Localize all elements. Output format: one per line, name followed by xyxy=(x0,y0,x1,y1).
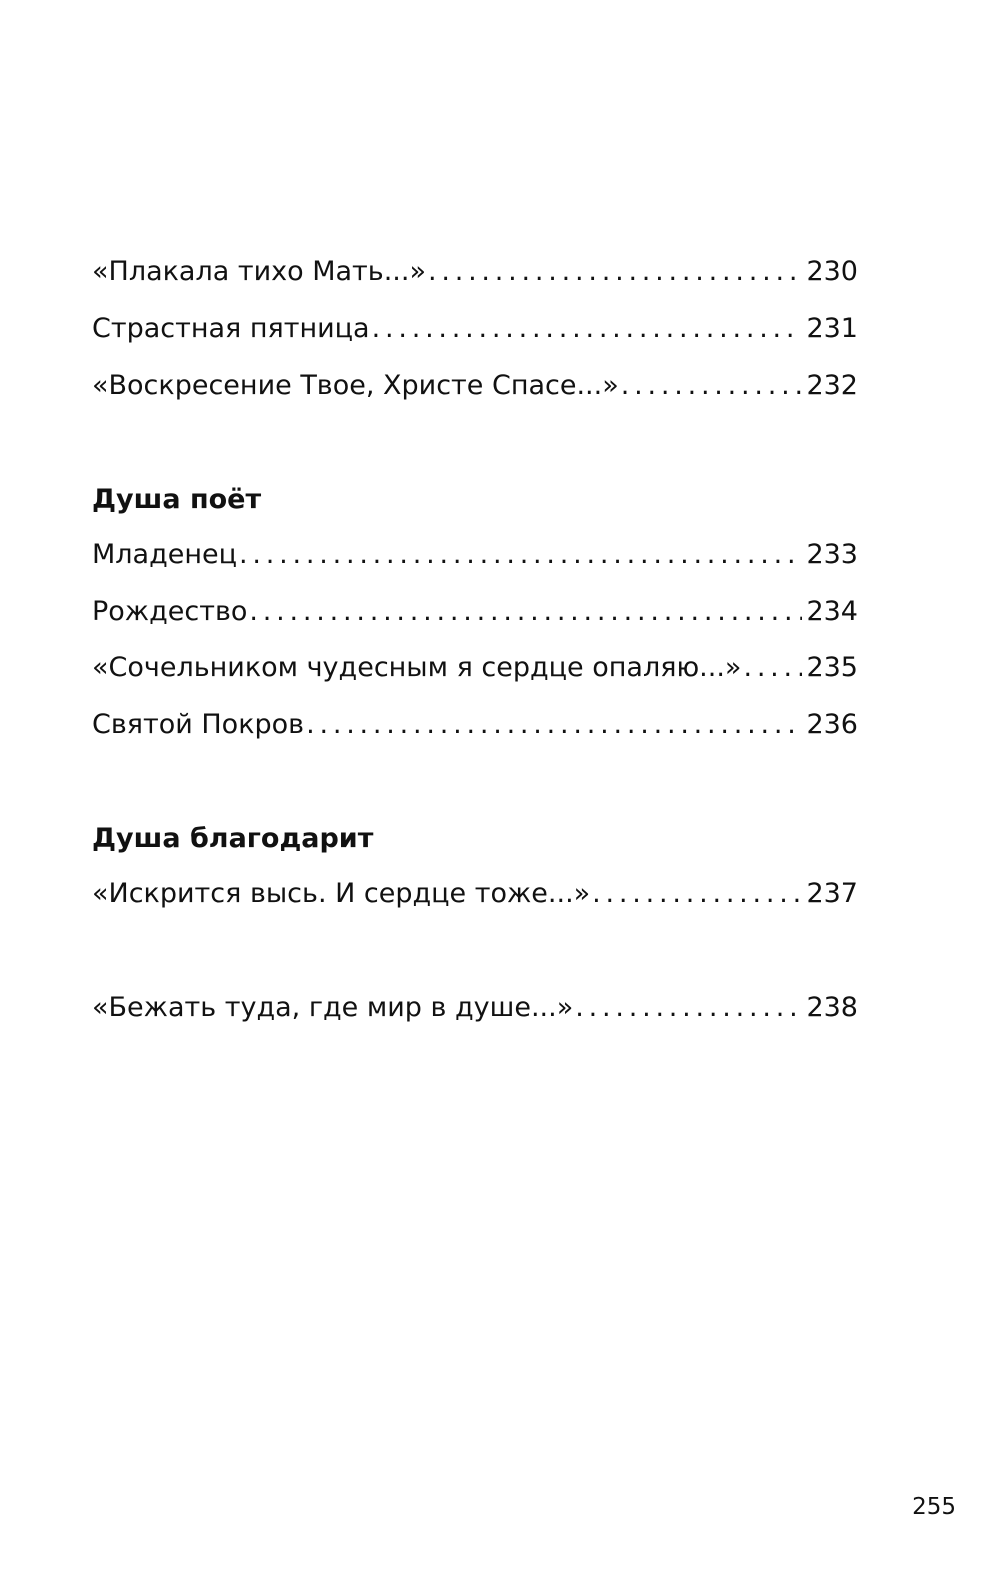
dot-leader xyxy=(249,596,802,628)
dot-leader xyxy=(575,992,802,1024)
toc-entry-title: Святой Покров xyxy=(92,709,305,740)
toc-entry-title: «Сочельником чудесным я сердце опаляю...» xyxy=(92,652,742,683)
section-heading-dusha-poet: Душа поёт xyxy=(92,484,262,515)
toc-entry-page: 238 xyxy=(806,992,858,1023)
toc-entry-page: 236 xyxy=(806,709,858,740)
toc-entry-230 xyxy=(92,256,858,288)
toc-entry-page: 232 xyxy=(806,370,858,401)
dot-leader xyxy=(239,539,802,571)
toc-entry-page: 237 xyxy=(806,878,858,909)
toc-entry-page: 230 xyxy=(806,256,858,287)
dot-leader xyxy=(372,313,803,345)
toc-entry-237 xyxy=(92,878,858,910)
dot-leader xyxy=(592,878,802,910)
dot-leader xyxy=(306,709,802,741)
toc-entry-231 xyxy=(92,313,858,345)
toc-entry-page: 233 xyxy=(806,539,858,570)
toc-entry-title: Рождество xyxy=(92,596,248,627)
toc-entry-238 xyxy=(92,992,858,1024)
toc-entry-title: Страстная пятница xyxy=(92,313,370,344)
dot-leader xyxy=(621,370,803,402)
toc-entry-title: «Искрится высь. И сердце тоже...» xyxy=(92,878,591,909)
toc-entry-233 xyxy=(92,539,858,571)
toc-entry-title: «Плакала тихо Мать...» xyxy=(92,256,426,287)
toc-entry-page: 235 xyxy=(806,652,858,683)
toc-entry-title: Младенец xyxy=(92,539,238,570)
toc-entry-title: «Бежать туда, где мир в душе...» xyxy=(92,992,574,1023)
toc-entry-232 xyxy=(92,370,858,402)
toc-entry-236 xyxy=(92,709,858,741)
toc-entry-title: «Воскресение Твое, Христе Спасе...» xyxy=(92,370,619,401)
toc-entry-235 xyxy=(92,652,858,684)
toc-entry-page: 234 xyxy=(806,596,858,627)
dot-leader xyxy=(743,652,802,684)
toc-entry-page: 231 xyxy=(806,313,858,344)
toc-entry-234 xyxy=(92,596,858,628)
section-heading-dusha-blagodarit: Душа благодарит xyxy=(92,823,374,854)
dot-leader xyxy=(428,256,802,288)
page-number: 255 xyxy=(912,1494,956,1520)
